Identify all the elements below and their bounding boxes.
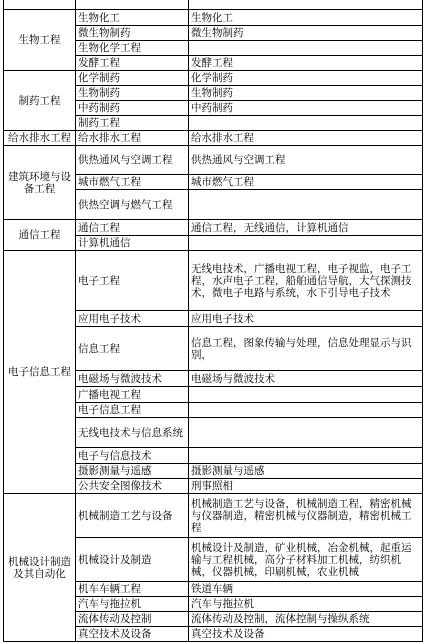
old-major-cell: 生物化工 — [189, 10, 423, 26]
old-major-cell: 刑事照相 — [189, 479, 423, 494]
major-mapping-table — [3, 0, 423, 642]
table-row — [4, 0, 423, 10]
old-major-cell: 微生物制药 — [189, 26, 423, 41]
old-major-cell: 机械设计及制造，矿业机械，冶金机械，起重运输与工程机械，高分子材料加工机械，纺织机械，仪器机械，印刷机械，农业机械 — [189, 538, 423, 582]
major-cell: 微生物制药 — [76, 26, 189, 41]
major-cell: 电子信息工程 — [76, 403, 189, 418]
category-cell: 机械设计制造及其自动化 — [4, 494, 76, 642]
major-cell: 广播电视工程 — [76, 387, 189, 403]
major-cell: 公共安全图像技术 — [76, 479, 189, 494]
major-cell: 流体传动及控制 — [76, 612, 189, 627]
table-row — [4, 146, 423, 175]
old-major-cell — [189, 190, 423, 220]
major-cell: 供热通风与空调工程 — [76, 146, 189, 175]
major-cell: 给水排水工程 — [76, 131, 189, 146]
old-major-cell — [189, 403, 423, 418]
old-major-cell: 电磁场与微波技术 — [189, 371, 423, 387]
old-major-cell: 流体传动及控制，流体控制与操纵系统 — [189, 612, 423, 627]
table-row — [4, 131, 423, 146]
major-cell: 生物制药 — [76, 86, 189, 101]
old-major-cell: 真空技术及设备 — [189, 627, 423, 642]
category-cell — [4, 0, 76, 10]
old-major-cell: 信息工程，图象传输与处理，信息处理显示与识别， — [189, 327, 423, 371]
old-major-cell: 供热通风与空调工程 — [189, 146, 423, 175]
old-major-cell — [189, 387, 423, 403]
old-major-cell — [189, 0, 423, 10]
category-cell: 电子信息工程 — [4, 251, 76, 494]
old-major-cell: 发酵工程 — [189, 56, 423, 71]
old-major-cell: 摄影测量与遥感 — [189, 464, 423, 479]
major-cell: 生物化工 — [76, 10, 189, 26]
major-cell: 机械制造工艺与设备 — [76, 494, 189, 538]
old-major-cell — [189, 236, 423, 251]
category-cell: 生物工程 — [4, 10, 76, 71]
category-cell: 制药工程 — [4, 71, 76, 131]
table-row — [4, 251, 423, 311]
major-cell: 信息工程 — [76, 327, 189, 371]
major-cell: 电子与信息技术 — [76, 448, 189, 464]
table-row — [4, 10, 423, 26]
table-row — [4, 220, 423, 236]
old-major-cell: 化学制药 — [189, 71, 423, 86]
old-major-cell: 无线电技术，广播电视工程，电子视监，电子工程，水声电子工程，船舶通信导航，大气探测技术，微电子电路与系统，水下引导电子技术 — [189, 251, 423, 311]
major-cell — [76, 0, 189, 10]
major-cell: 制药工程 — [76, 116, 189, 131]
major-cell: 通信工程 — [76, 220, 189, 236]
old-major-cell: 生物制药 — [189, 86, 423, 101]
major-cell: 无线电技术与信息系统 — [76, 418, 189, 448]
old-major-cell: 中药制药 — [189, 101, 423, 116]
old-major-cell — [189, 41, 423, 56]
major-cell: 中药制药 — [76, 101, 189, 116]
table-row — [4, 71, 423, 86]
major-cell: 化学制药 — [76, 71, 189, 86]
major-cell: 电磁场与微波技术 — [76, 371, 189, 387]
major-cell: 城市燃气工程 — [76, 175, 189, 190]
old-major-cell — [189, 116, 423, 131]
category-cell: 建筑环境与设备工程 — [4, 146, 76, 220]
old-major-cell: 应用电子技术 — [189, 311, 423, 327]
category-cell: 给水排水工程 — [4, 131, 76, 146]
category-cell: 通信工程 — [4, 220, 76, 251]
major-cell: 应用电子技术 — [76, 311, 189, 327]
major-cell: 真空技术及设备 — [76, 627, 189, 642]
major-cell: 供热空调与燃气工程 — [76, 190, 189, 220]
old-major-cell: 机械制造工艺与设备，机械制造工程，精密机械与仪器制造，精密机械与仪器制造，精密机械工程 — [189, 494, 423, 538]
major-cell: 汽车与拖拉机 — [76, 597, 189, 612]
old-major-cell: 铁道车辆 — [189, 582, 423, 597]
major-cell: 计算机通信 — [76, 236, 189, 251]
major-cell: 生物化学工程 — [76, 41, 189, 56]
old-major-cell — [189, 418, 423, 448]
major-cell: 摄影测量与遥感 — [76, 464, 189, 479]
table-row — [4, 494, 423, 538]
old-major-cell: 城市燃气工程 — [189, 175, 423, 190]
major-cell: 机械设计及制造 — [76, 538, 189, 582]
major-cell: 机车车辆工程 — [76, 582, 189, 597]
major-cell: 电子工程 — [76, 251, 189, 311]
old-major-cell: 通信工程，无线通信，计算机通信 — [189, 220, 423, 236]
major-cell: 发酵工程 — [76, 56, 189, 71]
old-major-cell: 汽车与拖拉机 — [189, 597, 423, 612]
old-major-cell: 给水排水工程 — [189, 131, 423, 146]
old-major-cell — [189, 448, 423, 464]
table-body — [4, 0, 423, 642]
